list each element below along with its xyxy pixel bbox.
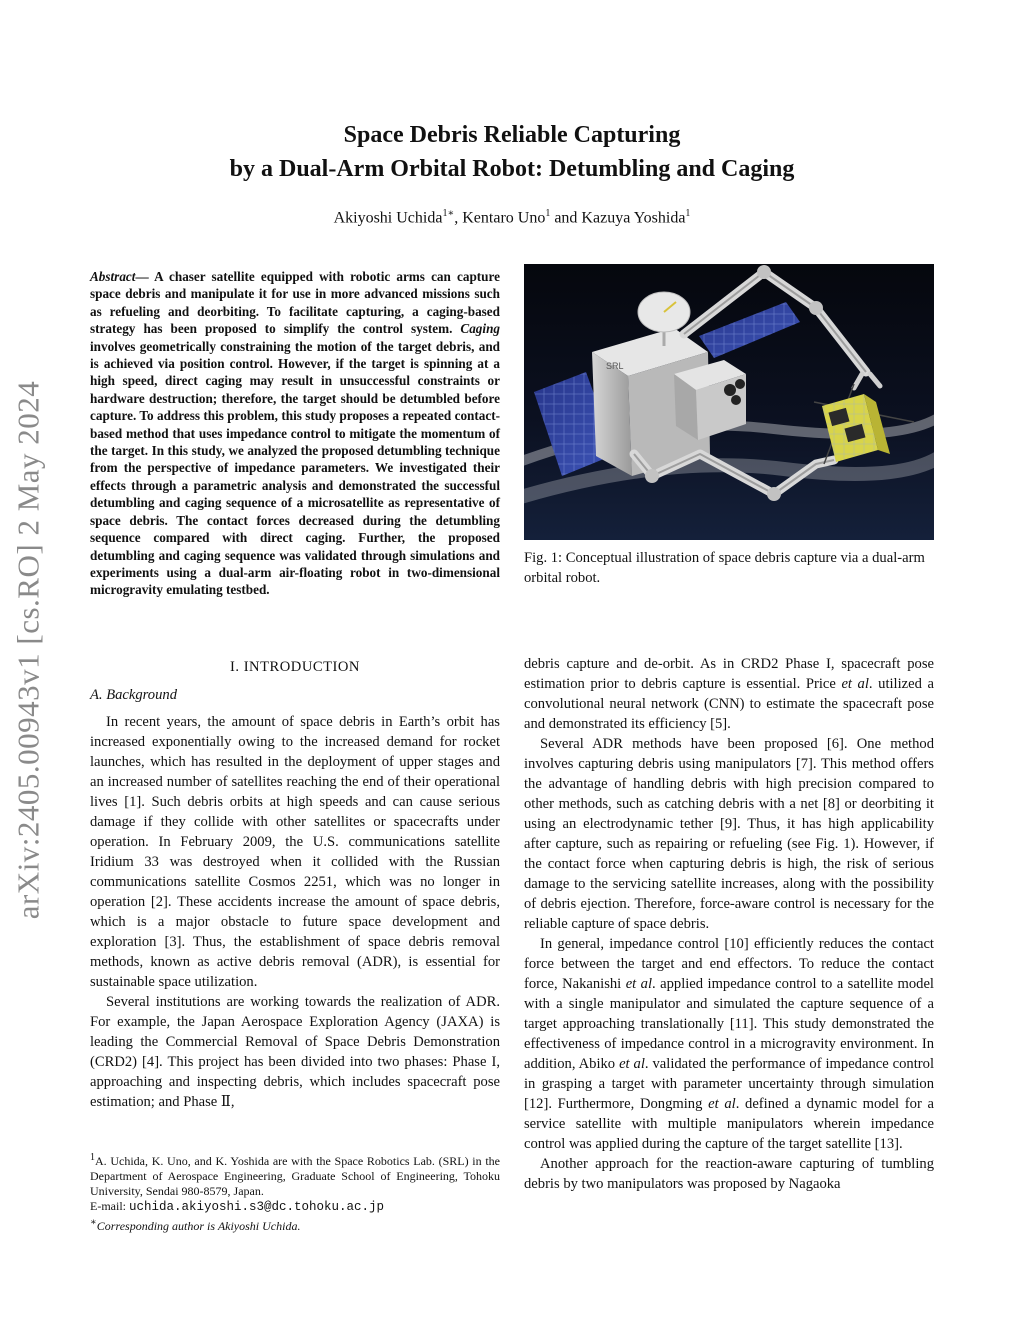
right-p2-text-b: . applied impedance control to a satellite model with a single manipulator and simulated the capture sequence of a target approaching translationally [11]. This study demonstrated the effectiveness of impedance control in a microgravity environment. In addition, Abiko bbox=[524, 976, 934, 1072]
abstract bbox=[90, 268, 500, 599]
background-paragraph-1: In recent years, the amount of space debris in Earth’s orbit has increased exponentially owing to the increased demand for rocket launches, which has resulted in the deployment of upper stages and an increased number of satellites reaching the end of their operational lives [1]. Such debris orbits at high speeds and can cause serious damage if they collide with other satellites or spacecrafts under operation. In February 2009, the U.S. communications satellite Iridium 33 was destroyed when it collided with the Russian communications satellite Cosmos 2251, which was no longer in operation [2]. These accidents increase the amount of space debris, which is a major obstacle to future space development and exploration [3]. Thus, the establishment of space debris removal methods, known as active debris removal (ADR), is essential for sustainable space utilization. bbox=[90, 714, 500, 990]
footnote-affiliation bbox=[90, 1150, 500, 1199]
author-uno: , Kentaro Uno bbox=[454, 209, 546, 227]
author-yoshida: and Kazuya Yoshida bbox=[550, 209, 686, 227]
title-line-1: Space Debris Reliable Capturing bbox=[343, 122, 681, 148]
author-list bbox=[90, 208, 934, 227]
right-p0-text-b: . utilized a convolutional neural network (CNN) to estimate the spacecraft pose and demonstrated its efficiency [5]. bbox=[524, 676, 934, 732]
right-paragraph-2 bbox=[524, 934, 934, 1154]
footnote bbox=[90, 1150, 500, 1234]
right-paragraph-1: Several ADR methods have been proposed [6]. One method involves capturing debris using manipulators [7]. This method offers the advantage of handling debris with high precision compared to other methods, such as catching debris with a net [8] or deorbiting it using an electrodynamic tether [9]. Thus, it has high applicability after capture, such as repairing or refueling (see Fig. 1). However, if the contact force when capturing debris is high, the risk of serious damage to the servicing satellite increases, along with the possibility of debris ejection. Therefore, force-aware control is necessary for the reliable capture of space debris. bbox=[524, 736, 934, 932]
abstract-label: Abstract bbox=[90, 269, 136, 284]
footnote-affiliation-mark: 1 bbox=[90, 1152, 95, 1163]
abstract-text-1: A chaser satellite equipped with robotic arms can capture space debris and manipulate it for use in more advanced missions such as refueling and deorbiting. To facilitate capturing, a caging-based strategy has been proposed to simplify the control system. bbox=[90, 269, 500, 337]
author-uchida-affiliation: 1∗ bbox=[442, 208, 455, 219]
footnote-affiliation-text: A. Uchida, K. Uno, and K. Yoshida are with the Space Robotics Lab. (SRL) in the Department of Aerospace Engineering, Graduate School of Engineering, Tohoku University, Sendai 980-8579, Japan. bbox=[90, 1154, 500, 1198]
subsection-heading-background: A. Background bbox=[90, 687, 177, 703]
right-p2-et-al-3: et al bbox=[708, 1096, 736, 1112]
right-paragraph-3: Another approach for the reaction-aware capturing of tumbling debris by two manipulators was proposed by Nagaoka bbox=[524, 1156, 934, 1192]
right-p0-text-a: debris capture and de-orbit. As in CRD2 Phase I, spacecraft pose estimation prior to debris capture is essential. Price bbox=[524, 656, 934, 692]
right-paragraph-0 bbox=[524, 654, 934, 734]
arxiv-identifier: arXiv:2405.00943v1 [cs.RO] 2 May 2024 bbox=[10, 380, 45, 920]
figure-1-illustration bbox=[524, 264, 934, 540]
dual-arm-robot-illustration bbox=[524, 264, 934, 540]
right-column-body bbox=[524, 654, 934, 1194]
arxiv-watermark bbox=[8, 350, 48, 950]
footnote-email-address[interactable]: uchida.akiyoshi.s3@dc.tohoku.ac.jp bbox=[129, 1200, 385, 1214]
abstract-text-2: involves geometrically constraining the motion of the target debris, and is achieved via position control. However, if the target is spinning at a high speed, direct caging may result in unsuccessful constraints or hardware destruction; therefore, the target should be detumbled before capture. To address this problem, this study proposes a repeated contact-based method that uses impedance control to mitigate the momentum of the target. In this study, we analyzed the proposed detumbling technique from the perspective of impedance parameters. We investigated their effects through a parametric analysis and demonstrated the successful detumbling and caging sequence of a microsatellite as representative of space debris. The contact forces decreased during the detumbling sequence compared with direct caging. Further, the proposed detumbling and caging sequence was validated through simulations and experiments using a dual-arm air-floating robot in two-dimensional microgravity emulating testbed. bbox=[90, 338, 500, 598]
right-p2-et-al-1: et al bbox=[625, 976, 653, 992]
right-p2-text-c: . validated the performance of impedance control in grasping a target with parameter uncertainty through simulation [12]. Furthermore, Dongming bbox=[524, 1056, 934, 1112]
srl-label: SRL bbox=[606, 361, 624, 371]
author-yoshida-affiliation: 1 bbox=[685, 208, 691, 219]
abstract-dash: — bbox=[135, 269, 155, 284]
section-heading-introduction: I. INTRODUCTION bbox=[230, 659, 360, 675]
right-p2-text-d: . defined a dynamic model for a service satellite with multiple manipulators wherein impedance control was applied during the capture of the target satellite [13]. bbox=[524, 1096, 934, 1152]
footnote-email bbox=[90, 1199, 500, 1215]
abstract-caging-term: Caging bbox=[460, 321, 500, 337]
footnote-email-label: E-mail: bbox=[90, 1199, 129, 1213]
title-line-2: by a Dual-Arm Orbital Robot: Detumbling and Caging bbox=[229, 156, 795, 182]
figure-1-caption: Fig. 1: Conceptual illustration of space debris capture via a dual-arm orbital robot. bbox=[524, 550, 925, 586]
author-uchida: Akiyoshi Uchida bbox=[333, 209, 443, 227]
right-p2-et-al-2: et al bbox=[619, 1056, 645, 1072]
background-paragraph-2: Several institutions are working towards the realization of ADR. For example, the Japan Aerospace Exploration Agency (JAXA) is leading the Commercial Removal of Space Debris Demonstration (CRD2) [4]. This project has been divided into two phases: Phase I, approaching and inspecting debris, which includes spacecraft pose estimation; and Phase Ⅱ, bbox=[90, 994, 500, 1110]
right-p2-text-a: In general, impedance control [10] efficiently reduces the contact force between the target and end effectors. To reduce the contact force, Nakanishi bbox=[524, 936, 934, 992]
author-uno-affiliation: 1 bbox=[545, 208, 551, 219]
right-p0-et-al: et al bbox=[841, 676, 869, 692]
footnote-corresponding-text: Corresponding author is Akiyoshi Uchida. bbox=[96, 1219, 301, 1233]
paper-title bbox=[90, 118, 934, 186]
left-column-body bbox=[90, 712, 500, 1112]
footnote-corresponding-mark: ∗ bbox=[90, 1217, 97, 1228]
footnote-corresponding bbox=[90, 1215, 500, 1234]
